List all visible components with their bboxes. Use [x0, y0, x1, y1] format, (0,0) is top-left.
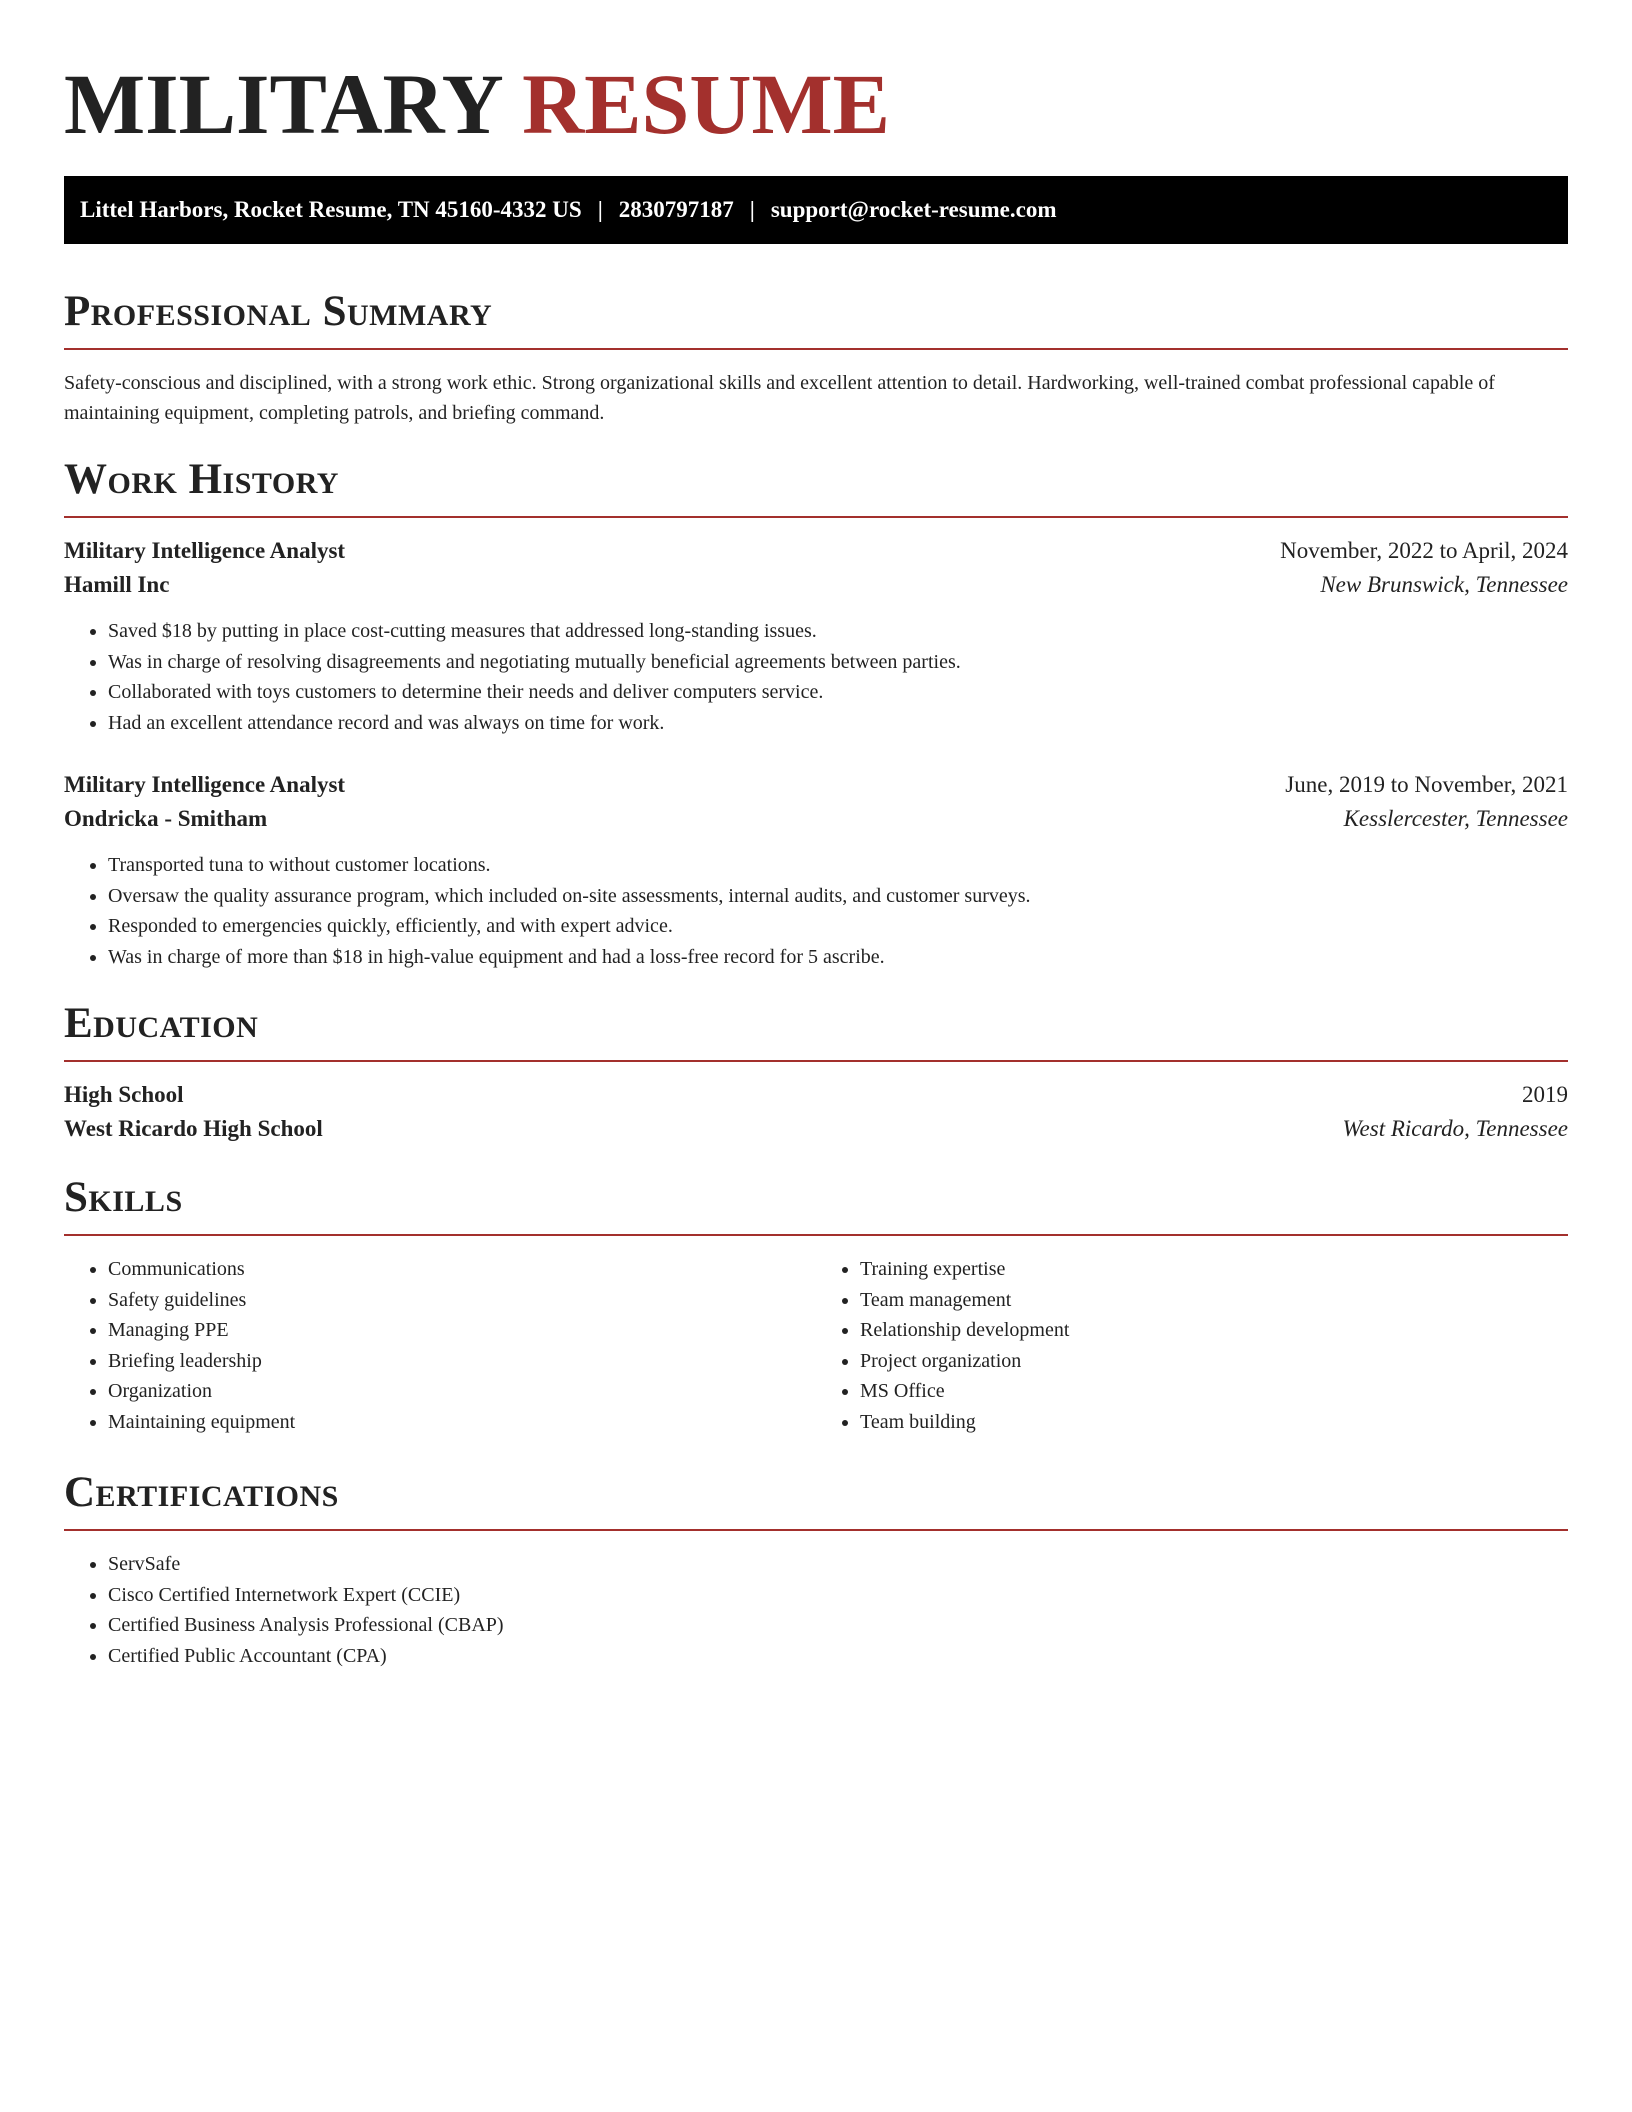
list-item: • Communications	[108, 1254, 816, 1285]
contact-email: support@rocket-resume.com	[770, 197, 1057, 222]
list-item: • Managing PPE	[108, 1315, 816, 1346]
work-history-heading: Work History	[64, 454, 1568, 518]
job-bullets	[64, 850, 1568, 972]
job-location: Kesslercester, Tennessee	[1343, 806, 1568, 831]
certifications-list	[64, 1549, 1568, 1671]
education-school: West Ricardo High School	[64, 1116, 323, 1141]
list-item: • Cisco Certified Internetwork Expert (CCIE)	[108, 1580, 1568, 1611]
list-item: • Oversaw the quality assurance program, which included on-site assessments, internal audits, and customer surveys.	[108, 881, 1568, 912]
list-item: • Team building	[860, 1407, 1568, 1438]
education-degree: High School	[64, 1082, 184, 1107]
education-entry	[64, 1082, 1568, 1142]
list-item: • Saved $18 by putting in place cost-cutting measures that addressed long-standing issues.	[108, 616, 1568, 647]
education-header	[64, 1082, 1568, 1108]
list-item: • Team management	[860, 1285, 1568, 1316]
job-company: Ondricka - Smitham	[64, 806, 268, 831]
job-header	[64, 772, 1568, 798]
job-header	[64, 538, 1568, 564]
summary-heading: Professional Summary	[64, 286, 1568, 350]
job-location: New Brunswick, Tennessee	[1320, 572, 1568, 597]
education-year: 2019	[1522, 1082, 1568, 1107]
contact-phone: 2830797187	[618, 197, 734, 222]
list-item: • Relationship development	[860, 1315, 1568, 1346]
contact-separator: |	[749, 197, 755, 222]
summary-text: Safety-conscious and disciplined, with a strong work ethic. Strong organizational skills and excellent attention to detail. Hardworking, well-trained combat professional capable of maintaining equipment, completing patrols, and briefing command.	[64, 372, 1495, 424]
list-item: • Organization	[108, 1376, 816, 1407]
list-item: • Had an excellent attendance record and was always on time for work.	[108, 708, 1568, 739]
job-dates: June, 2019 to November, 2021	[1285, 772, 1568, 797]
skills-left-list	[64, 1254, 816, 1437]
list-item: • Responded to emergencies quickly, efficiently, and with expert advice.	[108, 911, 1568, 942]
job-entry	[64, 772, 1568, 972]
education-heading: Education	[64, 998, 1568, 1062]
summary-section	[64, 286, 1568, 428]
skills-right-list	[816, 1254, 1568, 1437]
skills-section	[64, 1172, 1568, 1437]
contact-bar	[64, 176, 1568, 244]
title-first-word: MILITARY	[64, 56, 501, 152]
work-history-section	[64, 454, 1568, 972]
job-subheader	[64, 572, 1568, 598]
job-entry	[64, 538, 1568, 738]
education-location: West Ricardo, Tennessee	[1342, 1116, 1568, 1141]
skills-heading: Skills	[64, 1172, 1568, 1236]
certifications-heading: Certifications	[64, 1467, 1568, 1531]
list-item: • Briefing leadership	[108, 1346, 816, 1377]
job-company: Hamill Inc	[64, 572, 170, 597]
list-item: • Project organization	[860, 1346, 1568, 1377]
job-subheader	[64, 806, 1568, 832]
list-item: • Training expertise	[860, 1254, 1568, 1285]
job-dates: November, 2022 to April, 2024	[1280, 538, 1568, 563]
education-subheader	[64, 1116, 1568, 1142]
contact-address: Littel Harbors, Rocket Resume, TN 45160-4332 US	[80, 197, 582, 222]
list-item: • Collaborated with toys customers to determine their needs and deliver computers service.	[108, 677, 1568, 708]
list-item: • Was in charge of resolving disagreements and negotiating mutually beneficial agreements between parties.	[108, 647, 1568, 678]
title-second-word: RESUME	[522, 56, 890, 152]
list-item: • Safety guidelines	[108, 1285, 816, 1316]
list-item: • ServSafe	[108, 1549, 1568, 1580]
job-title: Military Intelligence Analyst	[64, 772, 346, 797]
job-title: Military Intelligence Analyst	[64, 538, 346, 563]
job-bullets	[64, 616, 1568, 738]
list-item: • Certified Public Accountant (CPA)	[108, 1641, 1568, 1672]
resume-title	[64, 0, 1568, 154]
list-item: • Transported tuna to without customer locations.	[108, 850, 1568, 881]
list-item: • Maintaining equipment	[108, 1407, 816, 1438]
list-item: • Certified Business Analysis Professional (CBAP)	[108, 1610, 1568, 1641]
education-section	[64, 998, 1568, 1142]
contact-separator: |	[597, 197, 603, 222]
skills-columns	[64, 1254, 1568, 1437]
list-item: • Was in charge of more than $18 in high-value equipment and had a loss-free record for 5 ascribe.	[108, 942, 1568, 973]
list-item: • MS Office	[860, 1376, 1568, 1407]
certifications-section	[64, 1467, 1568, 1671]
